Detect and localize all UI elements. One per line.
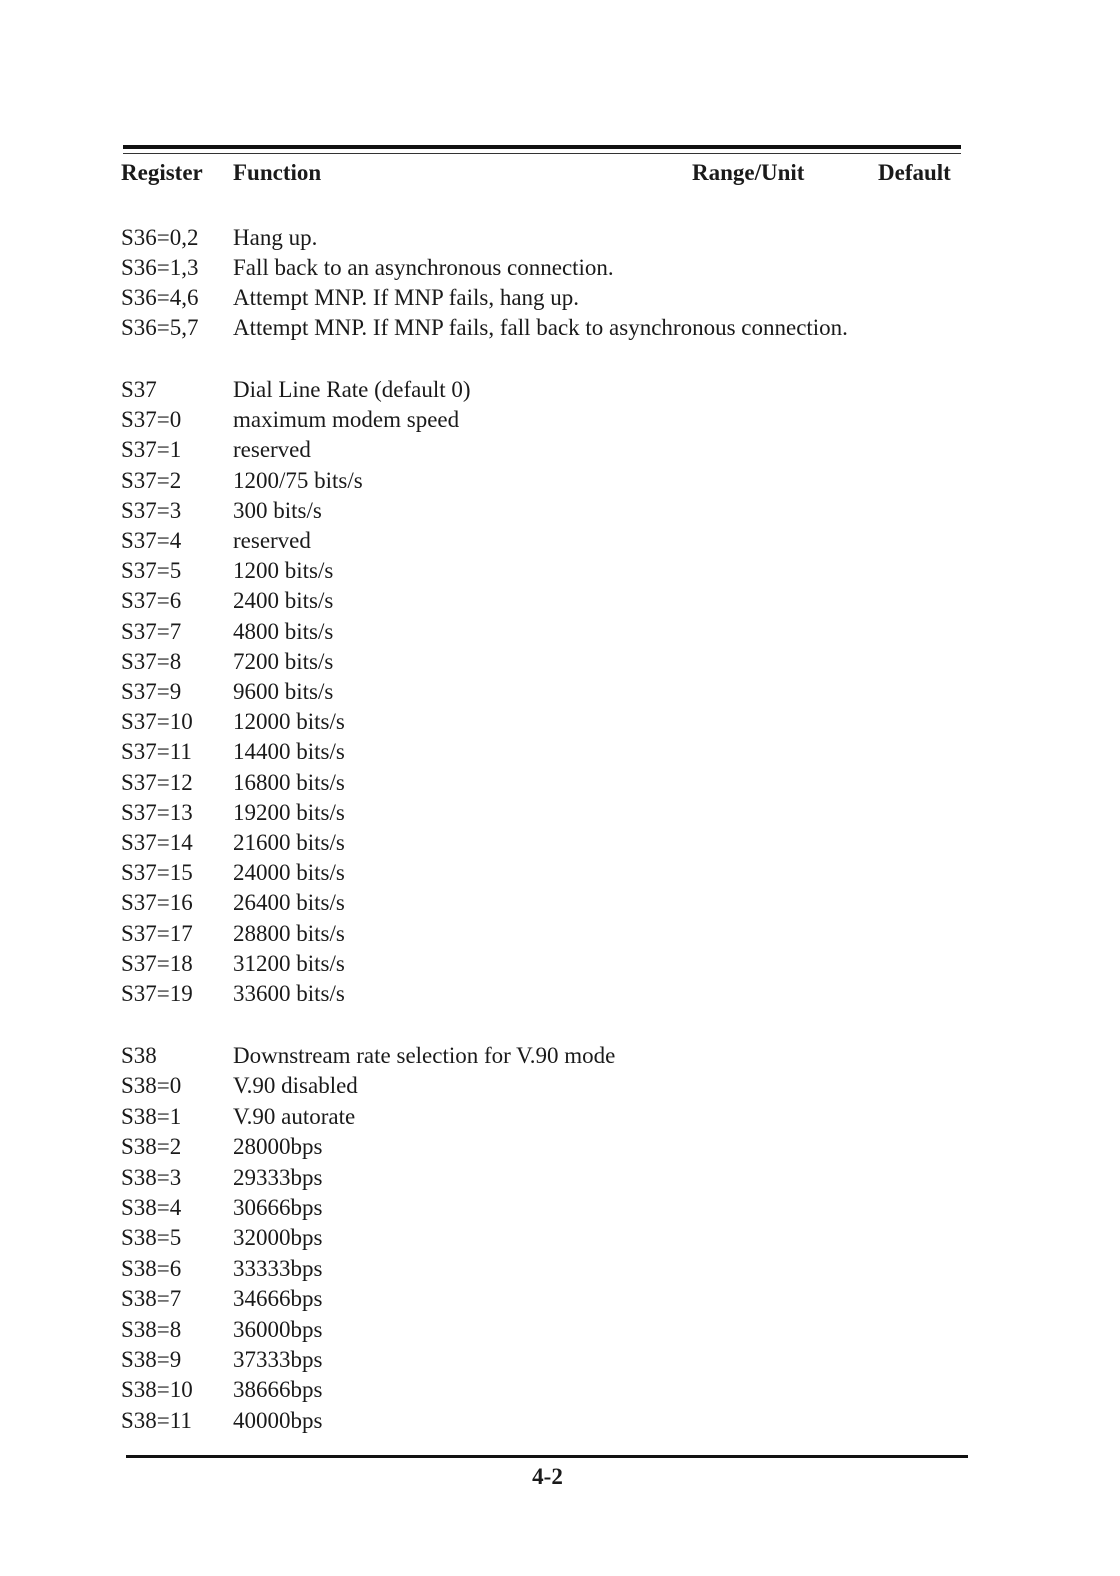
register-cell: S36=5,7 [121, 315, 199, 340]
function-cell: 40000bps [233, 1407, 323, 1433]
register-cell: S38=6 [121, 1255, 182, 1281]
table-row [0, 949, 1120, 979]
top-rule-thin [123, 153, 961, 154]
register-cell: S38=8 [121, 1316, 182, 1342]
table-row [0, 888, 1120, 918]
table-row [0, 253, 1120, 283]
register-cell: S37=3 [121, 497, 182, 523]
table-row [0, 707, 1120, 737]
register-cell: S37=8 [121, 648, 182, 674]
function-cell: 28000bps [233, 1134, 323, 1160]
function-cell: 7200 bits/s [233, 648, 334, 674]
register-cell: S36=0,2 [121, 225, 199, 250]
function-cell: 38666bps [233, 1377, 323, 1403]
register-cell: S38=3 [121, 1164, 182, 1190]
table-row [0, 1102, 1120, 1132]
top-rule [123, 145, 961, 149]
register-cell: S37=11 [121, 739, 192, 765]
function-cell: 9600 bits/s [233, 679, 334, 704]
function-cell: 29333bps [233, 1164, 323, 1190]
table-row [0, 223, 1120, 253]
table-row [0, 1315, 1120, 1345]
function-cell: 31200 bits/s [233, 950, 345, 976]
table-row [0, 1223, 1120, 1253]
table-row [0, 526, 1120, 556]
function-cell: 4800 bits/s [233, 618, 334, 644]
register-cell: S38=2 [121, 1134, 182, 1160]
table-row [0, 313, 1120, 343]
register-cell: S37=15 [121, 860, 193, 886]
register-cell: S38=9 [121, 1347, 182, 1372]
table-row [0, 1193, 1120, 1223]
function-cell: Downstream rate selection for V.90 mode [233, 1043, 616, 1068]
register-cell: S37 [121, 377, 157, 402]
function-cell: Fall back to an asynchronous connection. [233, 255, 614, 280]
table-row [0, 1132, 1120, 1162]
page-number: 4-2 [532, 1464, 563, 1489]
table-row [0, 405, 1120, 435]
register-cell: S38=7 [121, 1286, 182, 1312]
register-cell: S38=0 [121, 1073, 182, 1099]
table-row [0, 1284, 1120, 1314]
register-cell: S37=7 [121, 618, 182, 644]
table-row [0, 768, 1120, 798]
table-row [0, 375, 1120, 405]
table-row [0, 1163, 1120, 1193]
function-cell: 28800 bits/s [233, 920, 345, 946]
register-cell: S37=4 [121, 528, 182, 553]
table-row [0, 677, 1120, 707]
header-function: Function [233, 160, 322, 185]
function-cell: Hang up. [233, 225, 318, 250]
register-cell: S38 [121, 1043, 157, 1068]
function-cell: maximum modem speed [233, 407, 460, 433]
register-cell: S38=11 [121, 1407, 192, 1433]
register-cell: S37=9 [121, 679, 182, 704]
function-cell: 32000bps [233, 1225, 323, 1251]
register-cell: S37=17 [121, 920, 193, 946]
function-cell: Dial Line Rate (default 0) [233, 377, 471, 402]
header-range-unit: Range/Unit [692, 160, 805, 185]
bottom-rule [126, 1455, 968, 1458]
function-cell: 33600 bits/s [233, 981, 345, 1006]
function-cell: 34666bps [233, 1286, 323, 1312]
table-row [0, 556, 1120, 586]
table-row [0, 496, 1120, 526]
table-row [0, 798, 1120, 828]
register-cell: S37=18 [121, 950, 193, 976]
function-cell: reserved [233, 437, 311, 463]
function-cell: 21600 bits/s [233, 830, 345, 855]
table-row [0, 1345, 1120, 1375]
register-cell: S38=5 [121, 1225, 182, 1251]
table-row [0, 283, 1120, 313]
register-cell: S37=6 [121, 588, 182, 614]
register-cell: S37=14 [121, 830, 193, 855]
register-cell: S38=1 [121, 1103, 182, 1129]
table-row [0, 919, 1120, 949]
function-cell: 24000 bits/s [233, 860, 345, 886]
function-cell: reserved [233, 528, 311, 553]
register-cell: S37=10 [121, 709, 193, 735]
function-cell: 30666bps [233, 1195, 323, 1220]
register-cell: S37=12 [121, 769, 193, 795]
table-row [0, 737, 1120, 767]
function-cell: 14400 bits/s [233, 739, 345, 765]
table-row [0, 1254, 1120, 1284]
function-cell: 37333bps [233, 1347, 323, 1372]
function-cell: 33333bps [233, 1255, 323, 1281]
table-row [0, 828, 1120, 858]
function-cell: 36000bps [233, 1316, 323, 1342]
table-row [0, 979, 1120, 1009]
register-cell: S37=1 [121, 437, 182, 463]
table-row [0, 617, 1120, 647]
header-default: Default [878, 160, 951, 185]
register-cell: S37=16 [121, 890, 193, 916]
table-row [0, 1375, 1120, 1405]
table-row [0, 858, 1120, 888]
function-cell: 1200 bits/s [233, 558, 334, 584]
register-cell: S36=1,3 [121, 255, 199, 280]
table-header [0, 160, 1120, 194]
register-cell: S38=10 [121, 1377, 193, 1403]
table-row [0, 1041, 1120, 1071]
table-row [0, 435, 1120, 465]
register-cell: S36=4,6 [121, 285, 199, 310]
function-cell: Attempt MNP. If MNP fails, hang up. [233, 285, 580, 310]
register-cell: S37=2 [121, 467, 182, 493]
register-cell: S37=19 [121, 981, 193, 1006]
table-row [0, 586, 1120, 616]
function-cell: V.90 disabled [233, 1073, 358, 1099]
function-cell: 19200 bits/s [233, 799, 345, 825]
function-cell: 1200/75 bits/s [233, 467, 363, 493]
function-cell: 16800 bits/s [233, 769, 345, 795]
function-cell: V.90 autorate [233, 1103, 356, 1129]
table-row [0, 647, 1120, 677]
register-cell: S37=0 [121, 407, 182, 433]
header-register: Register [121, 160, 203, 185]
function-cell: 300 bits/s [233, 497, 322, 523]
register-cell: S37=5 [121, 558, 182, 584]
register-cell: S38=4 [121, 1195, 182, 1220]
function-cell: 2400 bits/s [233, 588, 334, 614]
table-row [0, 466, 1120, 496]
function-cell: 12000 bits/s [233, 709, 345, 735]
function-cell: Attempt MNP. If MNP fails, fall back to asynchronous connection. [233, 315, 848, 340]
table-row [0, 1406, 1120, 1436]
function-cell: 26400 bits/s [233, 890, 345, 916]
table-row [0, 1071, 1120, 1101]
register-cell: S37=13 [121, 799, 193, 825]
